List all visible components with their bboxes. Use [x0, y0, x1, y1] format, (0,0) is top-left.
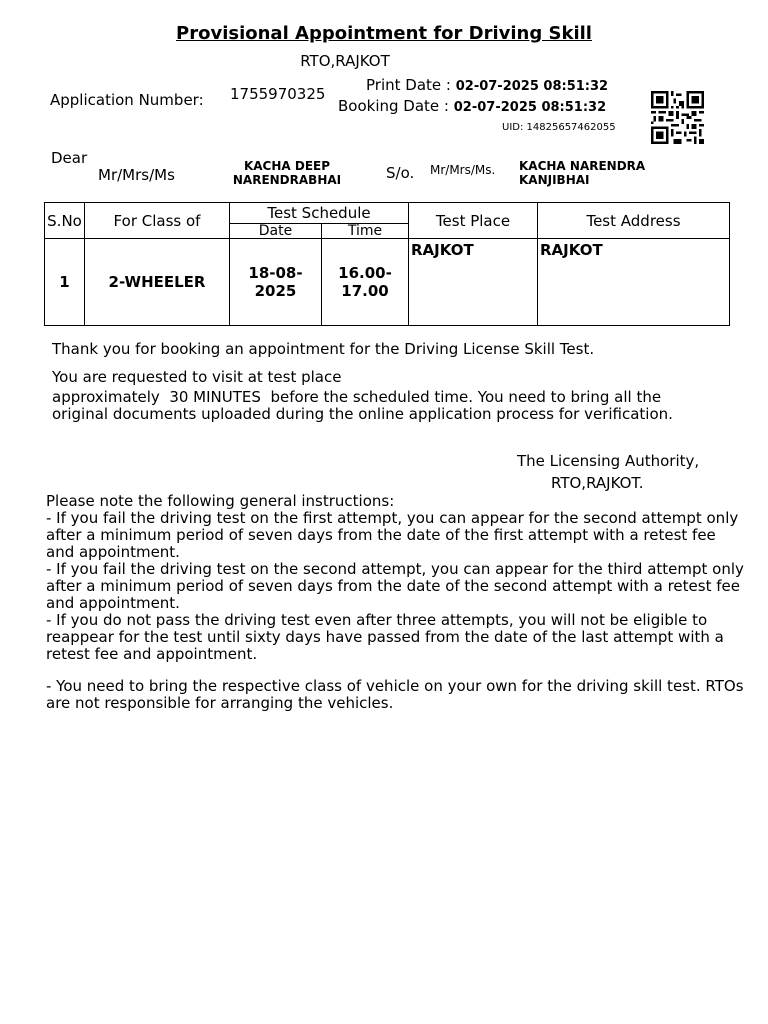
- cell-sno: 1: [45, 239, 85, 326]
- cell-time-line2: 17.00: [341, 282, 389, 300]
- instructions-heading: Please note the following general instructions:: [46, 492, 395, 510]
- cell-date: [230, 239, 322, 326]
- schedule-table: [44, 202, 730, 326]
- applicant-name: [228, 159, 346, 187]
- header-test-address: Test Address: [538, 203, 730, 239]
- thanks-text: Thank you for booking an appointment for the Driving License Skill Test.: [52, 340, 595, 358]
- header-date: Date: [230, 224, 322, 239]
- header-test-schedule: Test Schedule: [230, 203, 409, 224]
- cell-date-line2: 2025: [254, 282, 297, 300]
- office-name: RTO,RAJKOT: [300, 52, 390, 70]
- header-class: For Class of: [85, 203, 230, 239]
- booking-date-label: Booking Date :: [338, 97, 449, 115]
- father-name: [519, 159, 679, 187]
- authority-office: RTO,RAJKOT.: [551, 474, 644, 492]
- instruction-item: - You need to bring the respective class of vehicle on your own for the driving skill test. RTOs are not responsible for arranging the vehicles.: [46, 677, 744, 712]
- relation-label: S/o.: [386, 164, 415, 182]
- visit-text-line3: original documents uploaded during the online application process for verification.: [52, 405, 673, 423]
- instruction-item: - If you fail the driving test on the second attempt, you can appear for the third attempt only after a minimum period of seven days from the date of the second attempt with a retest fee and appointment.: [46, 560, 744, 612]
- applicant-name-line1: KACHA DEEP: [243, 159, 331, 173]
- cell-time-line1: 16.00-: [338, 264, 392, 282]
- application-number-label: Application Number:: [50, 91, 204, 109]
- print-date-row: [366, 76, 608, 94]
- father-name-line1: KACHA NARENDRA: [519, 159, 646, 173]
- booking-date-value: 02-07-2025 08:51:32: [453, 100, 607, 115]
- greeting: Dear: [51, 149, 88, 167]
- qr-code-icon: [650, 91, 705, 144]
- header-test-place: Test Place: [409, 203, 538, 239]
- instruction-item: - If you fail the driving test on the first attempt, you can appear for the second attempt only after a minimum period of seven days from the date of the first attempt with a retest fee and appointment.: [46, 509, 739, 561]
- header-sno: S.No: [45, 203, 85, 239]
- print-date-label: Print Date :: [366, 76, 451, 94]
- visit-text-line1: You are requested to visit at test place: [52, 368, 342, 386]
- relation-salutation: Mr/Mrs/Ms.: [430, 163, 496, 177]
- cell-time: [322, 239, 409, 326]
- print-date-value: 02-07-2025 08:51:32: [455, 79, 609, 94]
- applicant-name-line2: NARENDRABHAI: [232, 173, 342, 187]
- visit-text-line2: approximately 30 MINUTES before the scheduled time. You need to bring all the: [52, 388, 662, 406]
- cell-place: RAJKOT: [409, 239, 538, 326]
- authority-title: The Licensing Authority,: [517, 452, 700, 470]
- cell-class: 2-WHEELER: [85, 239, 230, 326]
- booking-date-row: [338, 97, 606, 115]
- father-name-line2: KANJIBHAI: [519, 173, 590, 187]
- instruction-item: - If you do not pass the driving test even after three attempts, you will not be eligible to reappear for the test until sixty days have passed from the date of the last attempt with a retest fee and appointment.: [46, 611, 724, 663]
- general-instructions: [46, 493, 746, 712]
- cell-date-line1: 18-08-: [248, 264, 303, 282]
- header-time: Time: [322, 224, 409, 239]
- uid-text: UID: 14825657462055: [502, 122, 616, 133]
- application-number: 1755970325: [230, 85, 326, 103]
- cell-address: RAJKOT: [538, 239, 730, 326]
- page-title: Provisional Appointment for Driving Skill: [176, 23, 592, 44]
- table-row: [45, 239, 730, 326]
- salutation: Mr/Mrs/Ms: [98, 166, 175, 184]
